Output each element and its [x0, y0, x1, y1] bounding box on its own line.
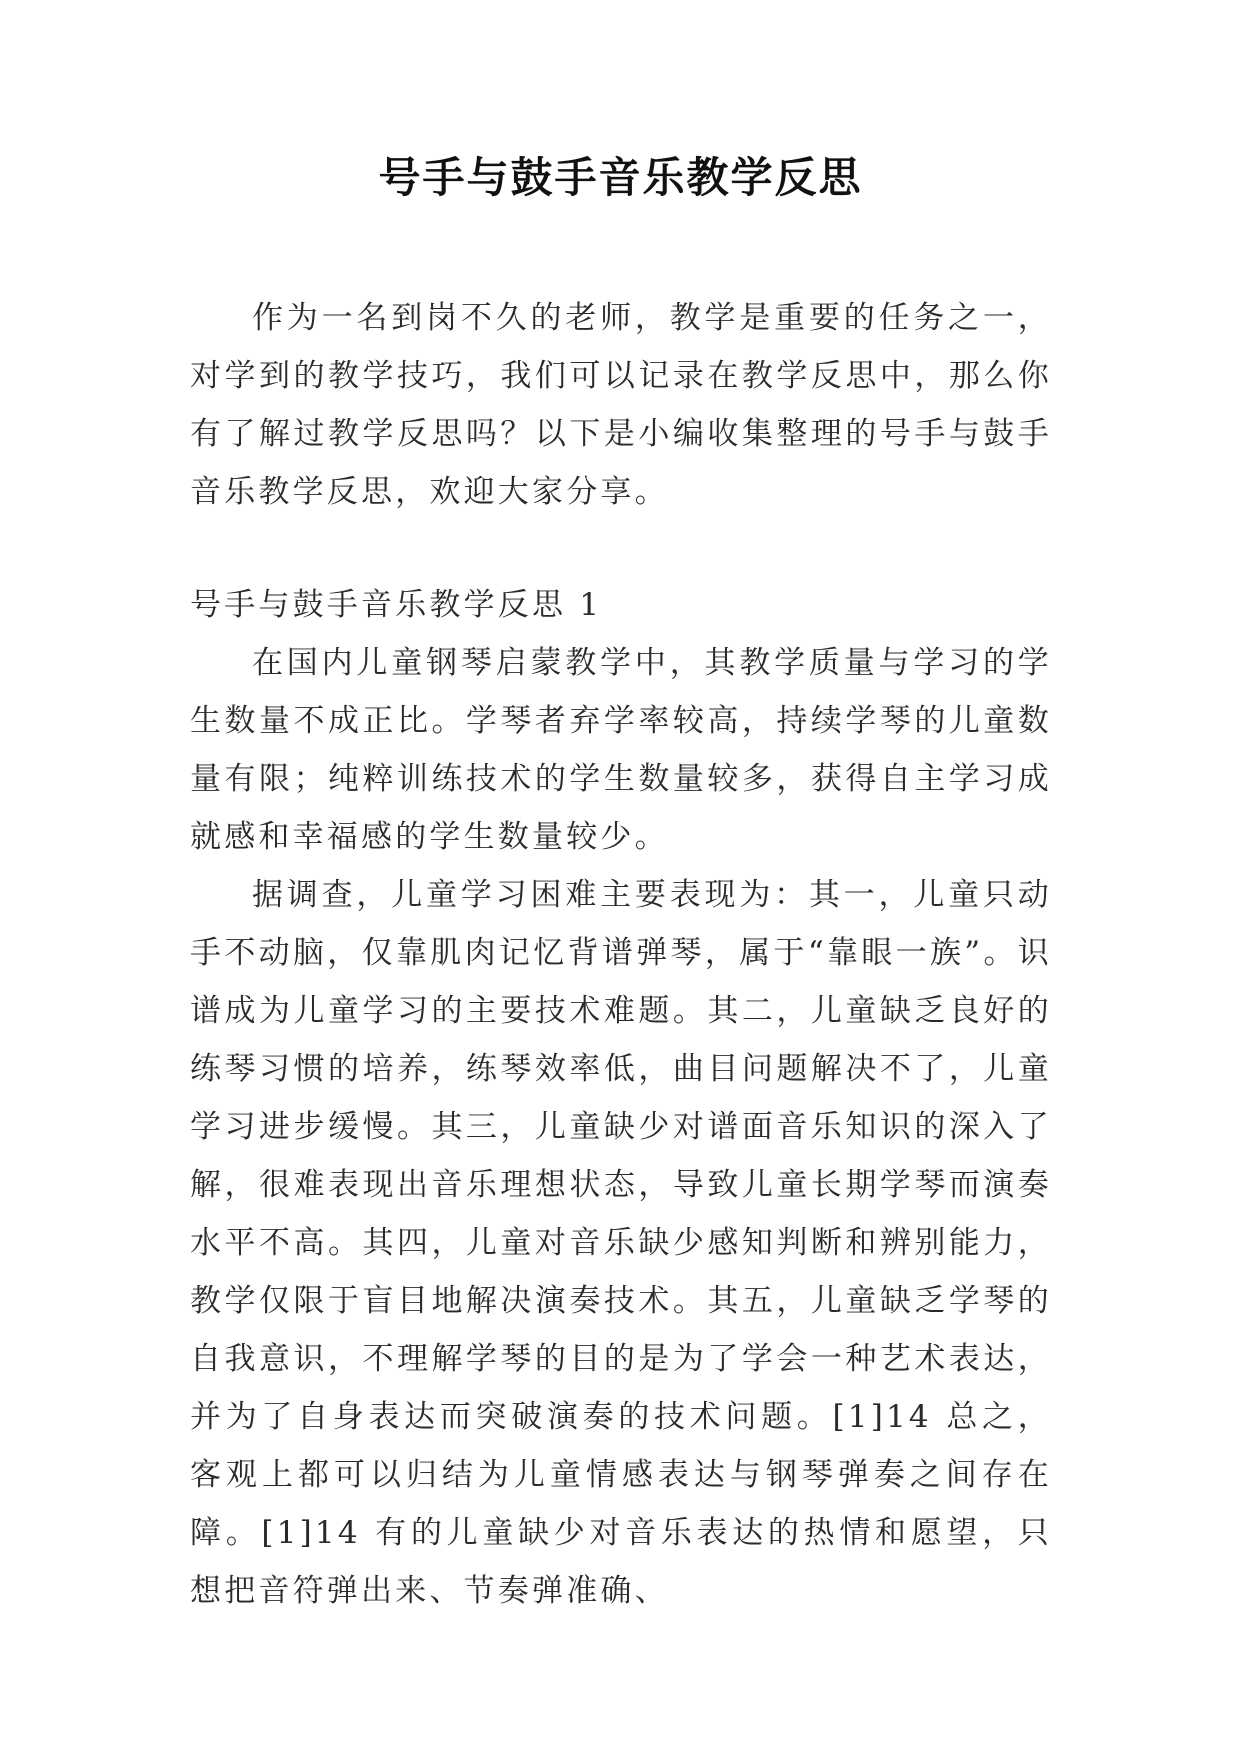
intro-paragraph: 作为一名到岗不久的老师，教学是重要的任务之一，对学到的教学技巧，我们可以记录在教学反思中，那么你有了解过教学反思吗？以下是小编收集整理的号手与鼓手音乐教学反思，欢迎大家分享。: [190, 300, 1052, 510]
body-paragraph: 在国内儿童钢琴启蒙教学中，其教学质量与学习的学生数量不成正比。学琴者弃学率较高，持续学琴的儿童数量有限；纯粹训练技术的学生数量较多，获得自主学习成就感和幸福感的学生数量较少。: [190, 645, 1052, 855]
document-title: 号手与鼓手音乐教学反思: [378, 153, 863, 202]
section-1: [190, 576, 1052, 1620]
intro-block: [190, 289, 1052, 521]
body-paragraph: 据调查，儿童学习困难主要表现为：其一，儿童只动手不动脑，仅靠肌肉记忆背谱弹琴，属于“靠眼一族”。识谱成为儿童学习的主要技术难题。其二，儿童缺乏良好的练琴习惯的培养，练琴效率低，曲目问题解决不了，儿童学习进步缓慢。其三，儿童缺少对谱面音乐知识的深入了解，很难表现出音乐理想状态，导致儿童长期学琴而演奏水平不高。其四，儿童对音乐缺少感知判断和辨别能力，教学仅限于盲目地解决演奏技术。其五，儿童缺乏学琴的自我意识，不理解学琴的目的是为了学会一种艺术表达，并为了自身表达而突破演奏的技术问题。[1]14 总之，客观上都可以归结为儿童情感表达与钢琴弹奏之间存在障。[1]14 有的儿童缺少对音乐表达的热情和愿望，只想把音符弹出来、节奏弹准确、: [190, 877, 1052, 1609]
section-heading: 号手与鼓手音乐教学反思 1: [190, 587, 603, 623]
